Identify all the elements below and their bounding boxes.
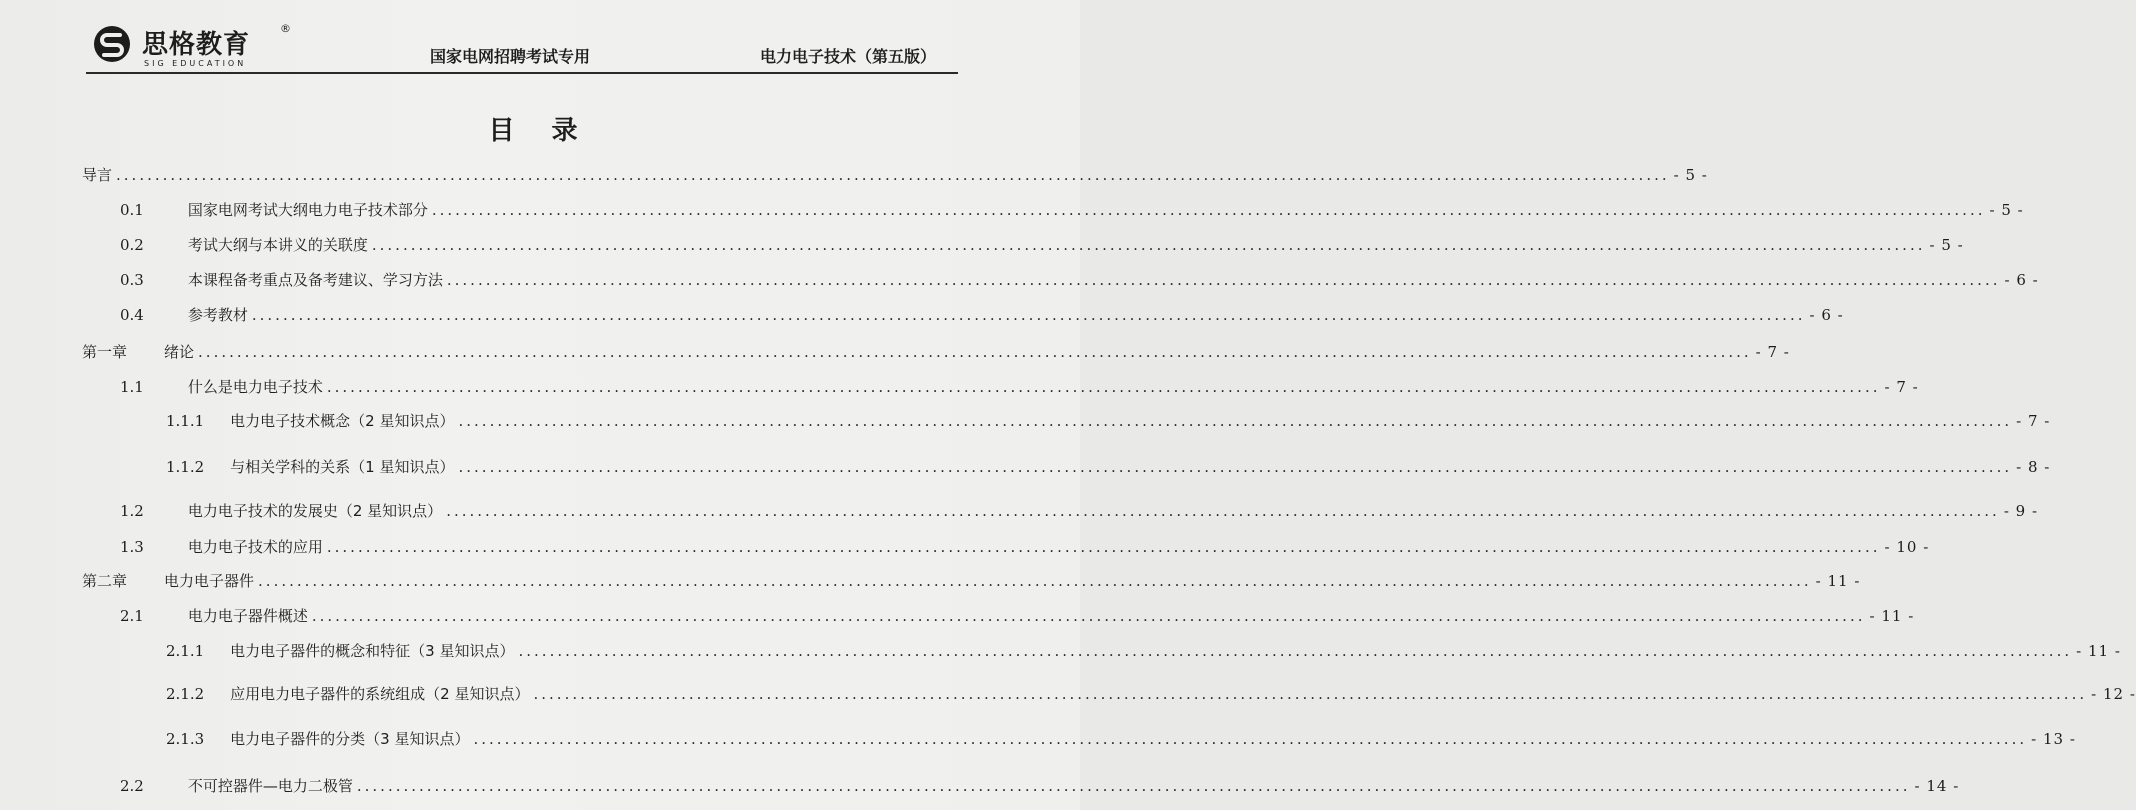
toc-entry[interactable] — [0, 683, 2136, 709]
toc-entry-number: 1.2 — [120, 502, 144, 520]
toc-leader-dots: ........................................................................................................................................................................................................ — [458, 412, 2013, 430]
toc-leader-dots: ........................................................................................................................................................................................................ — [251, 306, 1806, 324]
toc-entry-page: - 14 - — [1914, 777, 1960, 795]
toc-entry-label: 电力电子器件 — [164, 572, 255, 590]
toc-entry-number: 1.1.1 — [166, 412, 205, 430]
toc-entry[interactable] — [0, 728, 2076, 754]
toc-entry[interactable] — [0, 410, 2051, 436]
toc-entry-number: 导言 — [82, 166, 113, 184]
toc-entry-label: 电力电子器件的概念和特征（3 星知识点） — [230, 642, 515, 660]
toc-leader-dots: ........................................................................................................................................................................................................ — [518, 642, 2073, 660]
toc-entry-page: - 7 - — [1884, 378, 1919, 396]
toc-leader-dots: ........................................................................................................................................................................................................ — [533, 685, 2088, 703]
toc-entry-page: - 7 - — [1755, 343, 1790, 361]
toc-entry-page: - 7 - — [2016, 412, 2051, 430]
toc-leader-dots: ........................................................................................................................................................................................................ — [458, 458, 2013, 476]
logo-text: 思格教育 — [142, 30, 251, 60]
toc-entry[interactable] — [0, 234, 1964, 260]
toc-title: 目 录 — [488, 116, 592, 146]
toc-entry[interactable] — [0, 605, 1915, 631]
toc-entry-page: - 11 - — [1869, 607, 1915, 625]
toc-entry-number: 2.1.2 — [166, 685, 205, 703]
toc-entry-number: 1.1 — [120, 378, 144, 396]
logo-registered-mark: ® — [280, 22, 291, 35]
toc-entry-label: 电力电子技术的发展史（2 星知识点） — [187, 502, 443, 520]
toc-entry-number: 2.1.1 — [166, 642, 205, 660]
toc-entry-page: - 8 - — [2016, 458, 2051, 476]
toc-entry[interactable] — [0, 376, 1919, 402]
toc-leader-dots: ........................................................................................................................................................................................................ — [446, 271, 2001, 289]
toc-entry-page: - 6 - — [2004, 271, 2039, 289]
toc-entry-label: 不可控器件—电力二极管 — [187, 777, 353, 795]
toc-entry-label: 电力电子器件概述 — [187, 607, 308, 625]
toc-entry-page: - 5 - — [1929, 236, 1964, 254]
toc-entry-page: - 11 - — [1815, 572, 1861, 590]
toc-entry-number: 2.1.3 — [166, 730, 205, 748]
toc-leader-dots: ........................................................................................................................................................................................................ — [198, 343, 1752, 361]
toc-entry-number: 第二章 — [82, 572, 128, 590]
toc-entry-number: 2.1 — [120, 607, 144, 625]
toc-entry-label: 什么是电力电子技术 — [187, 378, 323, 396]
toc-entry[interactable] — [0, 640, 2121, 666]
toc-entry-label: 电力电子器件的分类（3 星知识点） — [230, 730, 470, 748]
toc-leader-dots: ........................................................................................................................................................................................................ — [311, 607, 1866, 625]
toc-leader-dots: ........................................................................................................................................................................................................ — [371, 236, 1926, 254]
logo-english-text: SIG EDUCATION — [144, 59, 247, 68]
toc-entry-number: 0.4 — [120, 306, 144, 324]
toc-entry-number: 2.2 — [120, 777, 144, 795]
toc-entry[interactable] — [0, 304, 1844, 330]
toc-entry[interactable] — [0, 199, 2024, 225]
toc-leader-dots: ........................................................................................................................................................................................................ — [473, 730, 2028, 748]
sig-logo-icon — [92, 24, 132, 64]
toc-entry-number: 1.3 — [120, 538, 144, 556]
toc-entry-page: - 13 - — [2031, 730, 2076, 748]
toc-entry-label: 本课程备考重点及备考建议、学习方法 — [187, 271, 443, 289]
toc-entry-label: 国家电网考试大纲电力电子技术部分 — [187, 201, 428, 219]
toc-leader-dots: ........................................................................................................................................................................................................ — [258, 572, 1812, 590]
toc-leader-dots: ........................................................................................................................................................................................................ — [446, 502, 2000, 520]
toc-leader-dots: ........................................................................................................................................................................................................ — [356, 777, 1911, 795]
toc-entry-label: 电力电子技术概念（2 星知识点） — [230, 412, 455, 430]
toc-entry-page: - 10 - — [1884, 538, 1930, 556]
toc-entry-number: 0.2 — [120, 236, 144, 254]
toc-entry-page: - 9 - — [2003, 502, 2039, 520]
toc-entry-number: 第一章 — [82, 343, 128, 361]
header-book-title: 电力电子技术（第五版） — [759, 47, 936, 66]
toc-entry[interactable] — [0, 570, 1861, 596]
toc-leader-dots: ........................................................................................................................................................................................................ — [431, 201, 1986, 219]
toc-entry-page: - 5 - — [1673, 166, 1708, 184]
toc-entry-label: 与相关学科的关系（1 星知识点） — [230, 458, 455, 476]
toc-entry[interactable] — [0, 341, 1790, 367]
toc-entry-label: 应用电力电子器件的系统组成（2 星知识点） — [230, 685, 530, 703]
toc-entry[interactable] — [0, 775, 1960, 801]
toc-entry[interactable] — [0, 269, 2039, 295]
toc-entry-label: 参考教材 — [187, 306, 248, 324]
toc-entry[interactable] — [0, 164, 1708, 190]
toc-entry-number: 0.3 — [120, 271, 144, 289]
toc-entry-page: - 12 - — [2091, 685, 2136, 703]
toc-entry-page: - 6 - — [1809, 306, 1844, 324]
toc-entry-page: - 5 - — [1989, 201, 2024, 219]
toc-entry[interactable] — [0, 536, 1930, 562]
toc-entry-page: - 11 - — [2076, 642, 2121, 660]
page-header — [86, 14, 958, 74]
toc-entry-label: 绪论 — [164, 343, 195, 361]
toc-entry-label: 考试大纲与本讲义的关联度 — [187, 236, 368, 254]
toc-entry-number: 0.1 — [120, 201, 144, 219]
toc-entry[interactable] — [0, 500, 2039, 526]
toc-leader-dots: ........................................................................................................................................................................................................ — [116, 166, 1670, 184]
header-exam-label: 国家电网招聘考试专用 — [430, 47, 591, 66]
toc-leader-dots: ........................................................................................................................................................................................................ — [326, 538, 1881, 556]
toc-entry[interactable] — [0, 456, 2051, 482]
toc-entry-label: 电力电子技术的应用 — [187, 538, 323, 556]
toc-entry-number: 1.1.2 — [166, 458, 205, 476]
toc-leader-dots: ........................................................................................................................................................................................................ — [326, 378, 1881, 396]
